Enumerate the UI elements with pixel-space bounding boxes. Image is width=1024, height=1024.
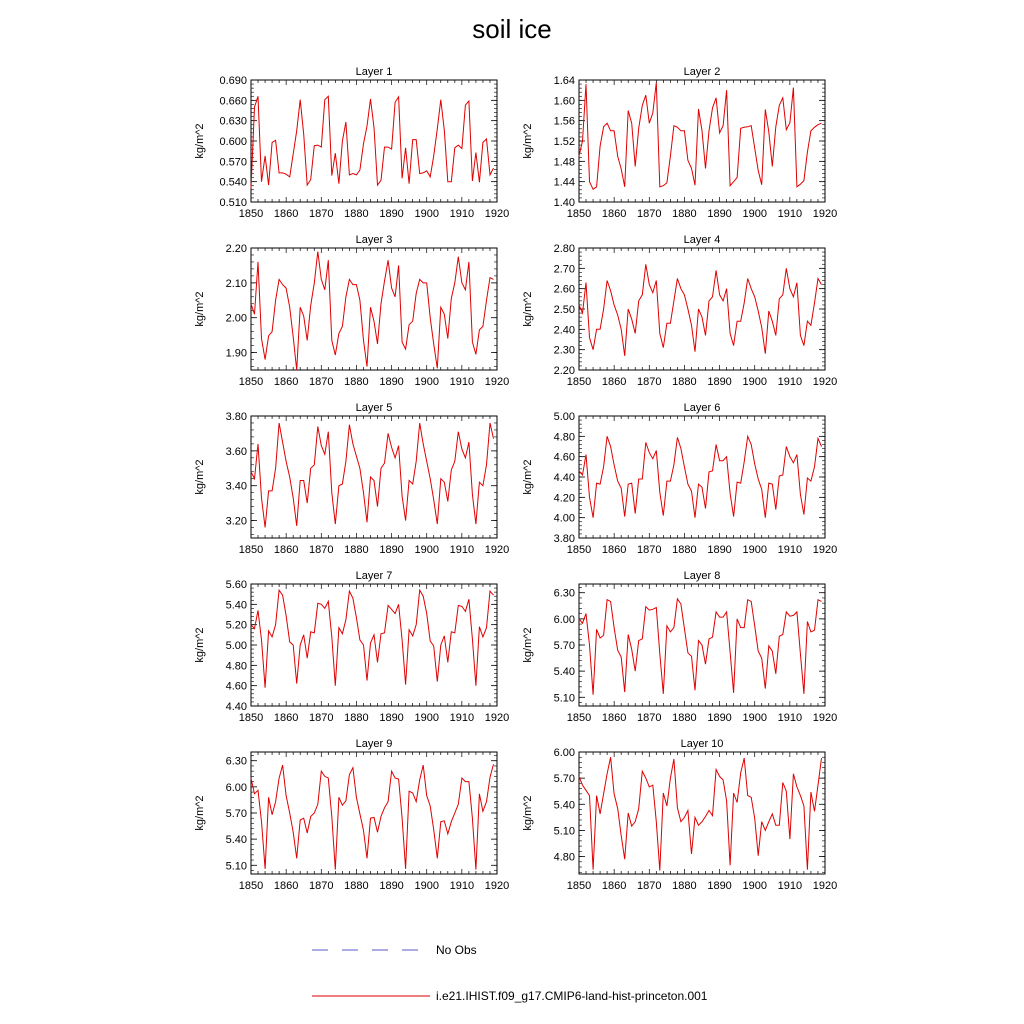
- x-tick-label: 1900: [742, 880, 767, 892]
- x-tick-label: 1910: [777, 544, 803, 556]
- x-tick-label: 1870: [309, 712, 334, 724]
- x-tick-label: 1910: [777, 376, 803, 388]
- x-tick-label: 1920: [812, 208, 838, 220]
- x-tick-label: 1850: [566, 544, 592, 556]
- y-tick-label: 5.10: [553, 692, 575, 705]
- x-tick-label: 1900: [742, 208, 767, 220]
- x-tick-label: 1890: [379, 712, 404, 724]
- series-line: [251, 96, 494, 188]
- y-tick-label: 5.40: [553, 666, 575, 679]
- chart-layer-7: [194, 570, 509, 724]
- x-tick-label: 1920: [484, 880, 510, 892]
- x-tick-label: 1870: [309, 544, 334, 556]
- x-tick-label: 1860: [273, 712, 299, 724]
- x-tick-label: 1870: [309, 880, 334, 892]
- x-tick-label: 1850: [238, 208, 264, 220]
- chart-title: Layer 2: [683, 66, 721, 78]
- x-tick-label: 1920: [484, 544, 510, 556]
- x-tick-label: 1890: [707, 544, 732, 556]
- y-axis-label: kg/m^2: [194, 795, 206, 831]
- y-tick-label: 2.70: [553, 263, 575, 276]
- y-axis-label: kg/m^2: [194, 459, 206, 495]
- x-tick-label: 1890: [707, 208, 732, 220]
- y-axis-label: kg/m^2: [522, 795, 534, 831]
- chart-layer-8: [522, 570, 837, 724]
- x-tick-label: 1860: [601, 544, 627, 556]
- x-tick-label: 1880: [672, 880, 697, 892]
- y-tick-label: 5.70: [553, 640, 575, 652]
- y-tick-label: 5.20: [225, 619, 247, 632]
- y-tick-label: 0.660: [219, 95, 247, 108]
- x-tick-label: 1900: [414, 208, 439, 220]
- y-axis-label: kg/m^2: [522, 291, 534, 327]
- y-tick-label: 1.64: [553, 75, 575, 87]
- chart-layer-9: [194, 738, 509, 892]
- y-tick-label: 4.80: [553, 431, 575, 444]
- y-tick-label: 4.80: [225, 660, 247, 673]
- x-tick-label: 1900: [414, 880, 439, 892]
- x-tick-label: 1880: [344, 880, 369, 892]
- y-tick-label: 1.56: [553, 115, 575, 128]
- y-tick-label: 4.80: [553, 851, 575, 864]
- chart-title: Layer 3: [355, 234, 393, 246]
- x-tick-label: 1870: [637, 880, 662, 892]
- x-tick-label: 1880: [672, 376, 697, 388]
- chart-title: Layer 10: [680, 738, 724, 750]
- x-tick-label: 1870: [637, 208, 662, 220]
- x-tick-label: 1850: [238, 712, 264, 724]
- y-tick-label: 2.50: [553, 304, 575, 316]
- x-tick-label: 1880: [672, 208, 697, 220]
- x-tick-label: 1850: [238, 880, 264, 892]
- x-tick-label: 1870: [637, 376, 662, 388]
- x-tick-label: 1890: [379, 376, 404, 388]
- y-tick-label: 6.00: [225, 781, 247, 794]
- x-tick-label: 1900: [742, 544, 767, 556]
- x-tick-label: 1920: [484, 712, 510, 724]
- x-tick-label: 1920: [812, 712, 838, 724]
- x-tick-label: 1880: [672, 712, 697, 724]
- y-tick-label: 4.40: [225, 701, 247, 713]
- y-tick-label: 5.40: [225, 834, 247, 847]
- chart-title: Layer 8: [683, 570, 721, 582]
- plot-frame: [251, 752, 497, 874]
- x-tick-label: 1890: [379, 544, 404, 556]
- chart-layer-5: [194, 402, 509, 556]
- series-line: [579, 83, 822, 190]
- x-tick-label: 1890: [707, 376, 732, 388]
- y-tick-label: 4.00: [553, 512, 575, 525]
- x-tick-label: 1920: [812, 376, 838, 388]
- x-tick-label: 1860: [601, 376, 627, 388]
- y-axis-label: kg/m^2: [522, 459, 534, 495]
- y-tick-label: 3.40: [225, 480, 247, 493]
- chart-title: Layer 6: [683, 402, 721, 414]
- y-tick-label: 2.60: [553, 283, 575, 296]
- chart-layer-1: [194, 66, 509, 220]
- y-tick-label: 4.20: [553, 492, 575, 505]
- chart-layer-2: [522, 66, 837, 220]
- y-tick-label: 1.90: [225, 347, 247, 360]
- x-tick-label: 1850: [238, 376, 264, 388]
- y-axis-label: kg/m^2: [194, 123, 206, 159]
- x-tick-label: 1910: [449, 544, 475, 556]
- x-tick-label: 1870: [637, 544, 662, 556]
- x-tick-label: 1860: [273, 544, 299, 556]
- x-tick-label: 1900: [742, 712, 767, 724]
- y-tick-label: 5.40: [225, 599, 247, 612]
- y-tick-label: 0.540: [219, 176, 247, 189]
- x-tick-label: 1860: [273, 208, 299, 220]
- y-tick-label: 1.48: [553, 156, 575, 169]
- x-tick-label: 1910: [777, 208, 803, 220]
- x-tick-label: 1910: [449, 880, 475, 892]
- y-tick-label: 5.00: [225, 640, 247, 652]
- y-tick-label: 0.630: [219, 115, 247, 128]
- y-tick-label: 1.44: [553, 176, 575, 189]
- y-tick-label: 5.60: [225, 579, 247, 591]
- x-tick-label: 1910: [777, 880, 803, 892]
- y-tick-label: 6.00: [553, 613, 575, 626]
- chart-title: Layer 1: [355, 66, 393, 78]
- chart-layer-6: [522, 402, 837, 556]
- y-tick-label: 6.00: [553, 747, 575, 759]
- chart-layer-3: [194, 234, 509, 388]
- plot-frame: [251, 80, 497, 202]
- y-tick-label: 2.30: [553, 344, 575, 357]
- x-tick-label: 1870: [637, 712, 662, 724]
- x-tick-label: 1900: [414, 376, 439, 388]
- y-axis-label: kg/m^2: [194, 291, 206, 327]
- y-tick-label: 5.40: [553, 799, 575, 812]
- x-tick-label: 1850: [566, 208, 592, 220]
- x-tick-label: 1850: [566, 376, 592, 388]
- series-line: [579, 264, 822, 356]
- x-tick-label: 1860: [601, 880, 627, 892]
- plot-frame: [251, 416, 497, 538]
- y-tick-label: 0.600: [219, 136, 247, 148]
- x-tick-label: 1850: [566, 712, 592, 724]
- y-tick-label: 2.40: [553, 324, 575, 337]
- y-tick-label: 0.690: [219, 75, 247, 87]
- y-tick-label: 4.40: [553, 472, 575, 484]
- x-tick-label: 1920: [484, 208, 510, 220]
- chart-layer-10: [522, 738, 837, 892]
- y-tick-label: 3.80: [225, 411, 247, 423]
- x-tick-label: 1910: [449, 712, 475, 724]
- y-tick-label: 2.00: [225, 312, 247, 325]
- y-tick-label: 1.60: [553, 95, 575, 108]
- x-tick-label: 1860: [601, 208, 627, 220]
- y-tick-label: 2.20: [553, 365, 575, 377]
- x-tick-label: 1860: [273, 880, 299, 892]
- y-tick-label: 5.70: [553, 773, 575, 786]
- series-line: [251, 590, 494, 688]
- figure-title: soil ice: [472, 14, 552, 44]
- legend-no-obs-label: No Obs: [436, 943, 477, 957]
- x-tick-label: 1920: [812, 544, 838, 556]
- y-tick-label: 5.70: [225, 808, 247, 820]
- x-tick-label: 1890: [379, 880, 404, 892]
- x-tick-label: 1850: [238, 544, 264, 556]
- x-tick-label: 1920: [812, 880, 838, 892]
- x-tick-label: 1860: [601, 712, 627, 724]
- series-line: [579, 757, 822, 870]
- x-tick-label: 1900: [742, 376, 767, 388]
- y-tick-label: 0.570: [219, 156, 247, 169]
- y-tick-label: 4.60: [225, 680, 247, 693]
- x-tick-label: 1910: [449, 208, 475, 220]
- chart-layer-4: [522, 234, 837, 388]
- chart-title: Layer 5: [355, 402, 393, 414]
- x-tick-label: 1870: [309, 208, 334, 220]
- y-tick-label: 3.60: [225, 445, 247, 458]
- x-tick-label: 1880: [344, 376, 369, 388]
- y-tick-label: 1.52: [553, 136, 575, 148]
- x-tick-label: 1880: [344, 712, 369, 724]
- series-line: [251, 252, 494, 371]
- x-tick-label: 1870: [309, 376, 334, 388]
- legend-series-label: i.e21.IHIST.f09_g17.CMIP6-land-hist-princeton.001: [436, 989, 708, 1003]
- y-tick-label: 5.10: [225, 860, 247, 873]
- series-line: [251, 764, 494, 869]
- x-tick-label: 1890: [707, 712, 732, 724]
- x-tick-label: 1910: [449, 376, 475, 388]
- y-tick-label: 1.40: [553, 197, 575, 209]
- y-axis-label: kg/m^2: [194, 627, 206, 663]
- x-tick-label: 1890: [707, 880, 732, 892]
- x-tick-label: 1880: [672, 544, 697, 556]
- y-tick-label: 2.80: [553, 243, 575, 255]
- chart-title: Layer 7: [355, 570, 393, 582]
- x-tick-label: 1890: [379, 208, 404, 220]
- x-tick-label: 1880: [344, 208, 369, 220]
- y-tick-label: 2.10: [225, 277, 247, 290]
- y-axis-label: kg/m^2: [522, 123, 534, 159]
- x-tick-label: 1850: [566, 880, 592, 892]
- x-tick-label: 1880: [344, 544, 369, 556]
- series-line: [579, 599, 822, 695]
- chart-title: Layer 9: [355, 738, 393, 750]
- y-tick-label: 6.30: [225, 755, 247, 768]
- plot-frame: [579, 416, 825, 538]
- y-tick-label: 5.00: [553, 411, 575, 423]
- y-tick-label: 0.510: [219, 197, 247, 209]
- y-tick-label: 4.60: [553, 451, 575, 464]
- y-tick-label: 3.80: [553, 533, 575, 545]
- x-tick-label: 1900: [414, 544, 439, 556]
- y-tick-label: 6.30: [553, 587, 575, 600]
- y-tick-label: 5.10: [553, 825, 575, 838]
- y-axis-label: kg/m^2: [522, 627, 534, 663]
- series-line: [579, 436, 822, 517]
- x-tick-label: 1920: [484, 376, 510, 388]
- y-tick-label: 3.20: [225, 515, 247, 528]
- y-tick-label: 2.20: [225, 243, 247, 255]
- x-tick-label: 1910: [777, 712, 803, 724]
- x-tick-label: 1900: [414, 712, 439, 724]
- x-tick-label: 1860: [273, 376, 299, 388]
- series-line: [251, 423, 494, 528]
- chart-title: Layer 4: [683, 234, 721, 246]
- plot-frame: [251, 584, 497, 706]
